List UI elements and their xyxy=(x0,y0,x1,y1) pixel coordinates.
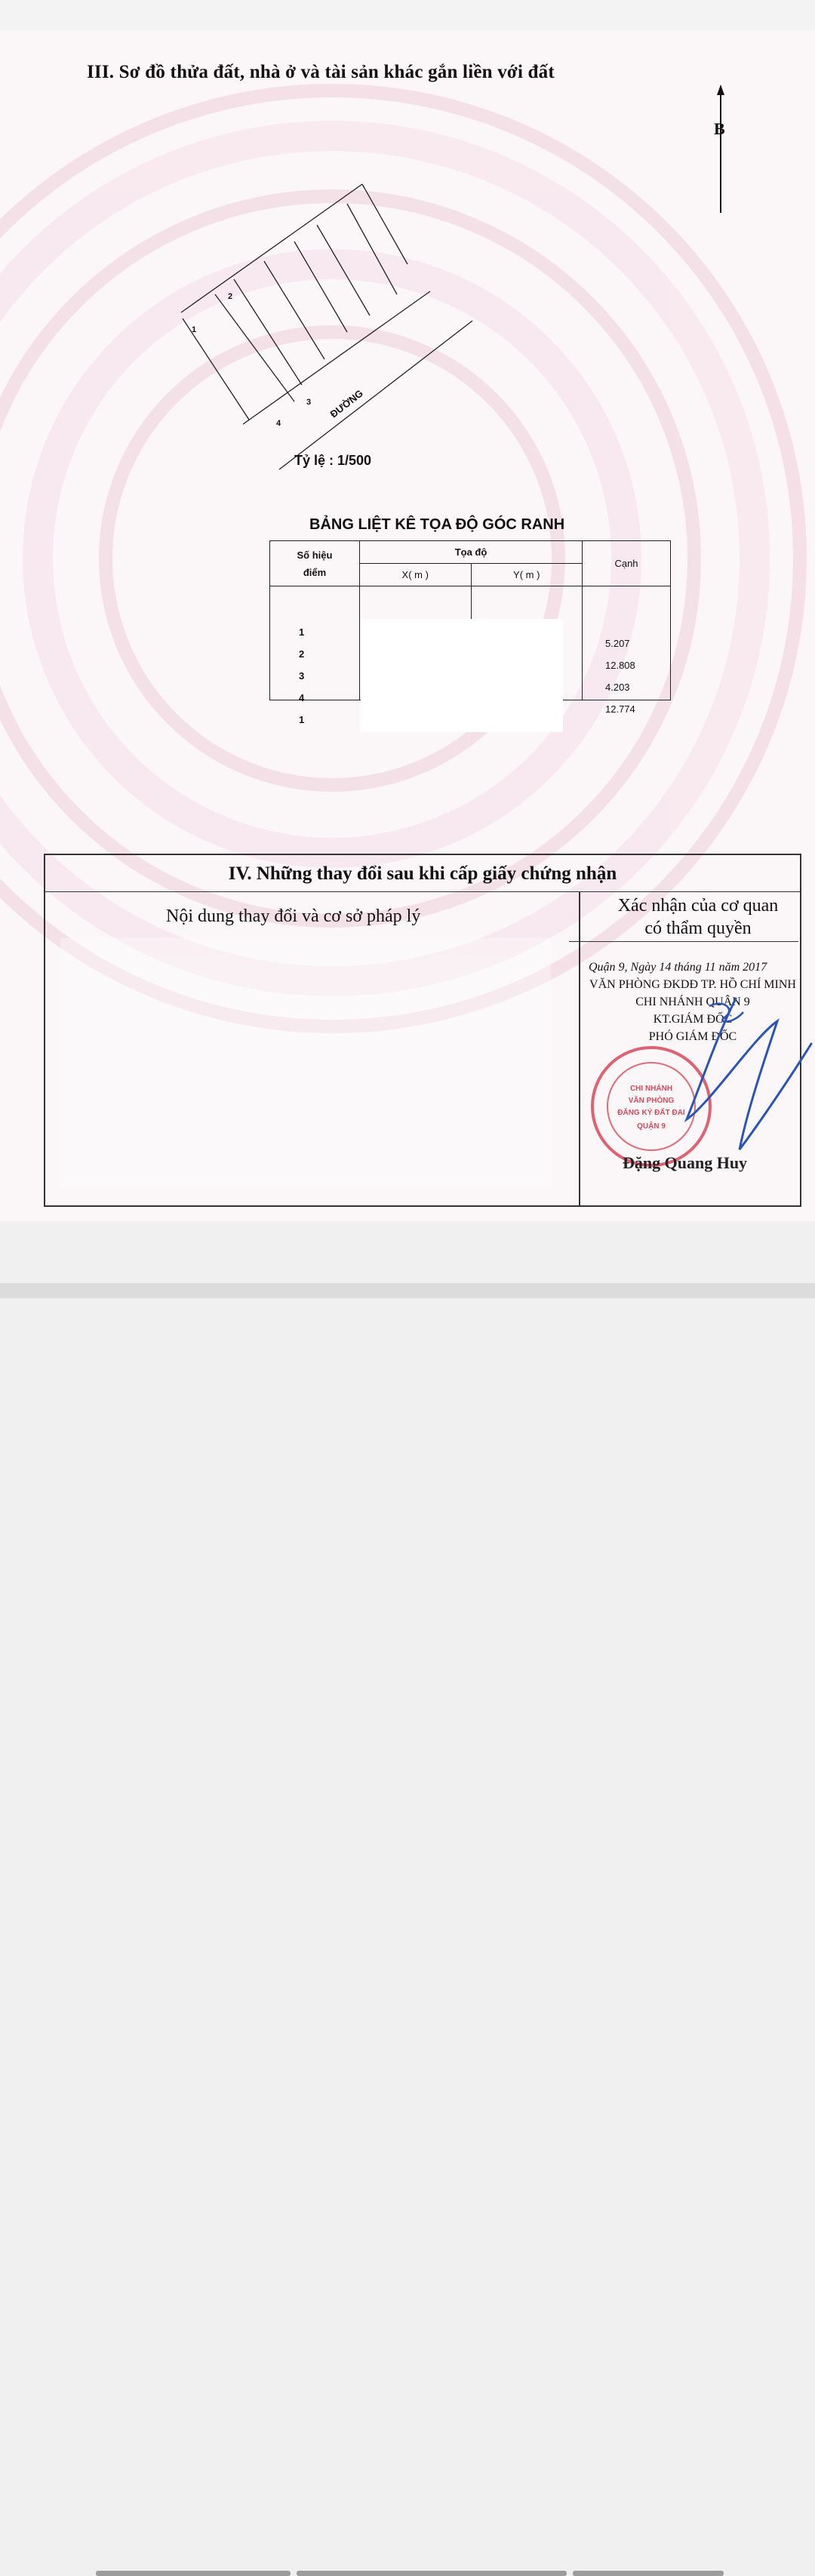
header-underline xyxy=(569,941,798,942)
col-x-header: X( m ) xyxy=(360,564,472,586)
road-label: ĐƯỜNG xyxy=(328,387,365,420)
edge-length: 4.203 xyxy=(605,682,630,693)
changes-content-header: Nội dung thay đổi và cơ sở pháp lý xyxy=(166,906,421,926)
changes-section xyxy=(44,854,801,1207)
branch-name: CHI NHÁNH QUẬN 9 xyxy=(635,996,750,1008)
scroll-segment[interactable] xyxy=(297,2571,567,2576)
plot-boundary-top xyxy=(181,184,362,312)
authority-confirmation-header: Xác nhận của cơ quan có thẩm quyền xyxy=(617,896,779,938)
road-line xyxy=(279,321,472,469)
scroll-segment[interactable] xyxy=(96,2571,291,2576)
edge-length: 12.774 xyxy=(605,703,635,715)
coordinate-table-title: BẢNG LIỆT KÊ TỌA ĐỘ GÓC RANH xyxy=(309,516,565,533)
edge-length: 5.207 xyxy=(605,638,630,649)
edge-list xyxy=(605,638,635,725)
column-divider xyxy=(579,891,580,1205)
section-3-heading: III. Sơ đồ thửa đất, nhà ở và tài sản khác gắn liền với đất xyxy=(87,62,555,82)
point-row: 4 xyxy=(299,692,305,703)
handwritten-signature xyxy=(664,991,815,1165)
point-list xyxy=(299,626,304,736)
top-bar xyxy=(0,0,815,30)
redacted-coordinates xyxy=(361,619,563,732)
svg-text:ĐĂNG KÝ ĐẤT ĐAI: ĐĂNG KÝ ĐẤT ĐAI xyxy=(617,1109,685,1117)
land-plot-diagram xyxy=(174,143,491,483)
point-label-3: 3 xyxy=(306,398,312,407)
edge-length: 12.808 xyxy=(605,660,635,671)
col-point-header: Số hiệu điểm xyxy=(270,541,360,586)
svg-text:QUẬN 9: QUẬN 9 xyxy=(637,1122,666,1131)
svg-text:VĂN PHÒNG: VĂN PHÒNG xyxy=(628,1097,675,1105)
director-title: KT.GIÁM ĐỐC xyxy=(653,1013,733,1026)
deputy-director-title: PHÓ GIÁM ĐỐC xyxy=(648,1030,737,1043)
signer-name: Đặng Quang Huy xyxy=(623,1153,748,1172)
signing-date: Quận 9, Ngày 14 tháng 11 năm 2017 xyxy=(589,961,767,974)
scroll-segment[interactable] xyxy=(573,2571,724,2576)
blurred-content-area xyxy=(60,938,551,1187)
point-row: 1 xyxy=(299,714,305,725)
col-y-header: Y( m ) xyxy=(471,564,583,586)
col-coord-header: Tọa độ xyxy=(360,541,583,564)
point-label-2: 2 xyxy=(228,292,233,301)
col-edge-header: Cạnh xyxy=(583,541,671,586)
point-row: 2 xyxy=(299,648,305,660)
office-name: VĂN PHÒNG ĐKDĐ TP. HỒ CHÍ MINH xyxy=(589,978,796,991)
north-arrow-icon xyxy=(709,85,732,213)
section-4-heading: IV. Những thay đổi sau khi cấp giấy chứng nhận xyxy=(45,855,800,892)
svg-text:CHI NHÁNH: CHI NHÁNH xyxy=(629,1085,673,1093)
point-row: 1 xyxy=(299,626,305,638)
point-label-1: 1 xyxy=(192,325,197,334)
point-row: 3 xyxy=(299,670,305,682)
map-scale: Tỷ lệ : 1/500 xyxy=(294,453,372,468)
point-label-4: 4 xyxy=(276,419,281,428)
bottom-scrollbar[interactable] xyxy=(0,1283,815,1298)
certificate-page xyxy=(0,30,815,1221)
north-label: B xyxy=(714,119,725,138)
